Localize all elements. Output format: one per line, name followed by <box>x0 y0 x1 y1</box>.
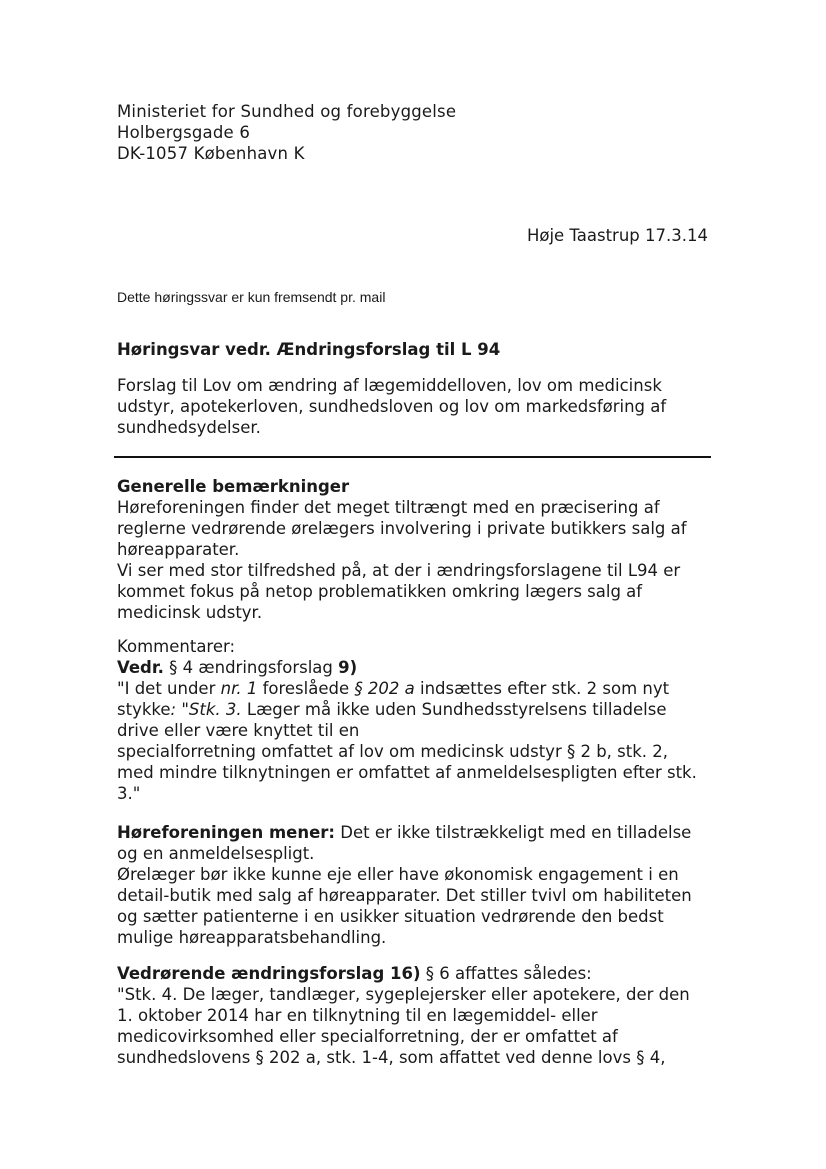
comments-section <box>117 636 697 804</box>
quote-text: "I det under <box>117 679 221 698</box>
paragraph-line: Ørelæger bør ikke kunne eje eller have økonomisk engagement i en <box>117 865 679 884</box>
amendment-text: § 6 affattes således: <box>420 964 592 983</box>
quote-italic: : "Stk. 3. <box>170 700 242 719</box>
paragraph-line: høreapparater. <box>117 540 240 559</box>
paragraph-line: medicovirksomhed eller specialforretning, der er omfattet af <box>117 1027 618 1046</box>
quote-line: 3." <box>117 784 141 803</box>
place-date: Høje Taastrup 17.3.14 <box>526 226 708 245</box>
paragraph-line: og en anmeldelsespligt. <box>117 844 315 863</box>
amendment-16-section <box>117 963 690 1068</box>
paragraph-line: medicinsk udstyr. <box>117 603 263 622</box>
address-line: Holbergsgade 6 <box>117 123 251 142</box>
paragraph-line: Høreforeningen finder det meget tiltrængt med en præcisering af <box>117 498 660 517</box>
proposal-description <box>117 375 717 438</box>
recipient-address <box>117 101 456 164</box>
proposal-line: sundhedsydelser. <box>117 418 261 437</box>
quote-line: specialforretning omfattet af lov om medicinsk udstyr § 2 b, stk. 2, <box>117 742 669 761</box>
horizontal-divider <box>114 456 711 458</box>
comments-label: Kommentarer: <box>117 637 236 656</box>
proposal-line: Forslag til Lov om ændring af lægemiddelloven, lov om medicinsk <box>117 376 662 395</box>
amendment-reference <box>117 657 697 678</box>
proposal-line: udstyr, apotekerloven, sundhedsloven og lov om markedsføring af <box>117 397 667 416</box>
paragraph-line: sundhedslovens § 202 a, stk. 1-4, som affattet ved denne lovs § 4, <box>117 1048 666 1067</box>
opinion-first-line <box>117 822 692 843</box>
opinion-bold: Høreforeningen mener: <box>117 823 336 842</box>
letter-title: Høringsvar vedr. Ændringsforslag til L 94 <box>117 340 501 359</box>
address-line: DK-1057 København K <box>117 144 305 163</box>
general-remarks-section <box>117 476 687 623</box>
quote-line <box>117 699 697 720</box>
paragraph-line: kommet fokus på netop problematikken omkring lægers salg af <box>117 582 643 601</box>
quote-text: stykke <box>117 700 171 719</box>
reference-number: 9) <box>338 658 358 677</box>
reference-bold: Vedr. <box>117 658 164 677</box>
section-heading: Generelle bemærkninger <box>117 477 350 496</box>
paragraph-line: og sætter patienterne i en usikker situation vedrørende den bedst <box>117 907 664 926</box>
quote-text: indsættes efter stk. 2 som nyt <box>414 679 670 698</box>
opinion-text: Det er ikke tilstrækkeligt med en tilladelse <box>335 823 692 842</box>
quote-text: foreslåede <box>257 679 355 698</box>
amendment-first-line <box>117 963 690 984</box>
paragraph-line: reglerne vedrørende ørelægers involvering i private butikkers salg af <box>117 519 687 538</box>
opinion-section <box>117 822 692 948</box>
quote-line: drive eller være knyttet til en <box>117 721 360 740</box>
paragraph-line: Vi ser med stor tilfredshed på, at der i ændringsforslagene til L94 er <box>117 561 681 580</box>
quote-text: Læger må ikke uden Sundhedsstyrelsens tilladelse <box>241 700 667 719</box>
paragraph-line: mulige høreapparatsbehandling. <box>117 928 387 947</box>
quote-line <box>117 678 697 699</box>
mail-note: Dette høringssvar er kun fremsendt pr. mail <box>117 289 386 305</box>
reference-text: § 4 ændringsforslag <box>163 658 339 677</box>
quote-italic: § 202 a <box>354 679 415 698</box>
amendment-bold: Vedrørende ændringsforslag 16) <box>117 964 421 983</box>
paragraph-line: detail-butik med salg af høreapparater. Det stiller tvivl om habiliteten <box>117 886 692 905</box>
paragraph-line: "Stk. 4. De læger, tandlæger, sygeplejersker eller apotekere, der den <box>117 985 690 1004</box>
quote-line: med mindre tilknytningen er omfattet af anmeldelsespligten efter stk. <box>117 763 697 782</box>
paragraph-line: 1. oktober 2014 har en tilknytning til en lægemiddel- eller <box>117 1006 598 1025</box>
address-line: Ministeriet for Sundhed og forebyggelse <box>117 102 457 121</box>
quote-italic: nr. 1 <box>220 679 258 698</box>
